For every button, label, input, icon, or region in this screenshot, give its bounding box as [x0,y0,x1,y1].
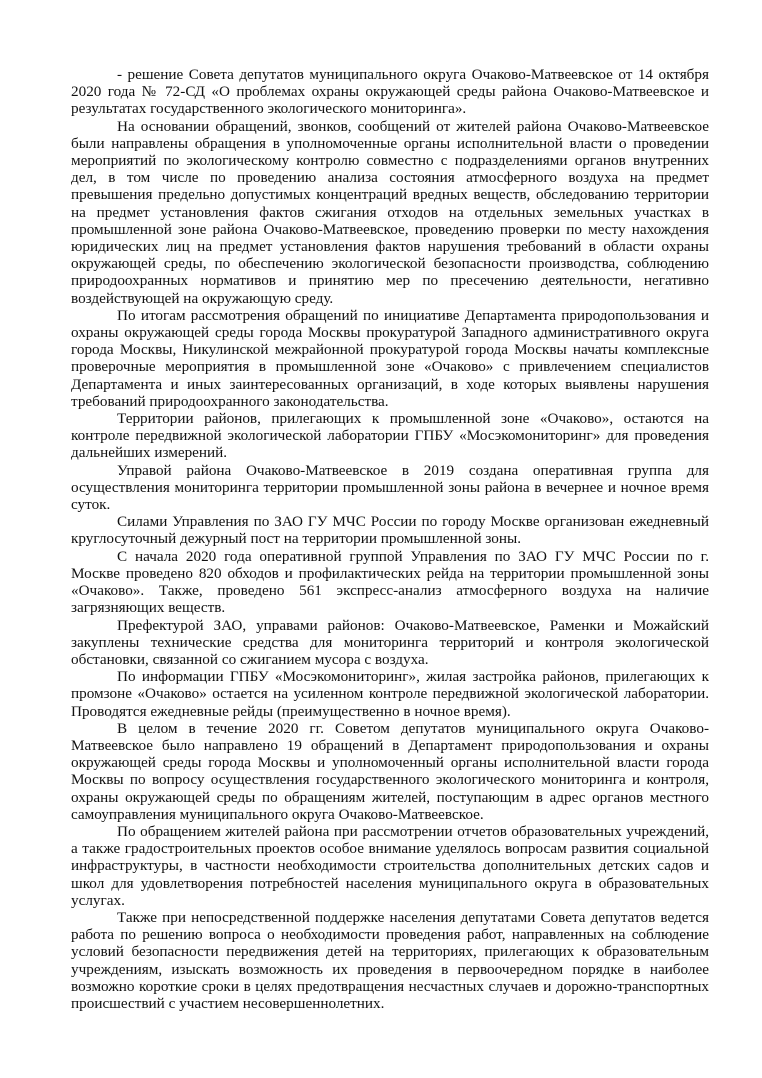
paragraph-mobile-lab-control: Территории районов, прилегающих к промышленной зоне «Очаково», остаются на контроле передвижной экологической лаборатории ГПБУ «Мосэкомониторинг» для проведения дальнейших измерений. [71,410,709,462]
paragraph-decision-reference: - решение Совета депутатов муниципального округа Очаково-Матвеевское от 14 октября 2020 года № 72-СД «О проблемах охраны окружающей среды района Очаково-Матвеевское и результатах государственного экологического мониторинга». [71,66,709,118]
paragraph-council-appeals: В целом в течение 2020 гг. Советом депутатов муниципального округа Очаково-Матвеевское было направлено 19 обращений в Департамент природопользования и охраны окружающей среды города Москвы и уполномоченный органы исполнительной власти города Москвы по вопросу осуществления государственного экологического мониторинга и контроля, охраны окружающей среды по обращениям жителей, поступающим в адрес органов местного самоуправления муниципального округа Очаково-Матвеевское. [71,719,709,823]
paragraph-social-infrastructure: По обращением жителей района при рассмотрении отчетов образовательных учреждений, а также градостроительных проектов особое внимание уделялось вопросам развития социальной инфраструктуры, в частности необходимости строительства дополнительных детских садов и школ для удовлетворения потребностей населения муниципального округа в образовательных услугах. [71,822,709,909]
paragraph-operational-group: Управой района Очаково-Матвеевское в 2019 создана оперативная группа для осуществления мониторинга территории промышленной зоны района в вечернее и ночное время суток. [71,461,709,514]
document-page [71,66,709,1012]
paragraph-child-safety: Также при непосредственной поддержке населения депутатами Совета депутатов ведется работа по решению вопроса о необходимости проведения работ, направленных на соблюдение условий безопасности передвижения детей на территориях, прилегающих к образовательным учреждениям, изыскать возможность их проведения в первоочередном порядке в наиболее возможно короткие сроки в целях предотвращения несчастных случаев и дорожно-транспортных происшествий с участием несовершеннолетних. [71,908,709,1012]
paragraph-appeals-sent: На основании обращений, звонков, сообщений от жителей района Очаково-Матвеевское были направлены обращения в уполномоченные органы исполнительной власти о проведении мероприятий по экологическому контролю совместно с подразделениями органов внутренних дел, в том числе по проведению анализа состояния атмосферного воздуха на предмет превышения предельно допустимых концентраций вредных веществ, обследованию территории на предмет установления фактов сжигания отходов на отдельных земельных участках в промышленной зоне района Очаково-Матвеевское, проведению проверки по месту нахождения юридических лиц на предмет установления фактов нарушения требований в области охраны окружающей среды, по обеспечению экологической безопасности производства, соблюдению природоохранных нормативов и принятию мер по пресечению деятельности, негативно воздействующей на окружающую среду. [71,117,709,307]
paragraph-patrol-statistics: С начала 2020 года оперативной группой Управления по ЗАО ГУ МЧС России по г. Москве проведено 820 обходов и профилактических рейда на территории промышленной зоны «Очаково». Также, проведено 561 экспресс-анализ атмосферного воздуха на наличие загрязняющих веществ. [71,547,709,617]
paragraph-emergency-post: Силами Управления по ЗАО ГУ МЧС России по городу Москве организован ежедневный круглосуточный дежурный пост на территории промышленной зоны. [71,513,709,548]
paragraph-mosecomonitoring-info: По информации ГПБУ «Мосэкомониторинг», жилая застройка районов, прилегающих к промзоне «Очаково» остается на усиленном контроле передвижной экологической лаборатории. Проводятся ежедневные рейды (преимущественно в ночное время). [71,668,709,720]
paragraph-monitoring-equipment: Префектурой ЗАО, управами районов: Очаково-Матвеевское, Раменки и Можайский закуплены технические средства для мониторинга территорий и контроля экологической обстановки, связанной со сжиганием мусора с воздуха. [71,616,709,668]
paragraph-inspection-results: По итогам рассмотрения обращений по инициативе Департамента природопользования и охраны окружающей среды города Москвы прокуратурой Западного административного округа города Москвы, Никулинской межрайонной прокуратурой города Москвы начаты комплексные проверочные мероприятия в промышленной зоне «Очаково» с привлечением специалистов Департамента и иных заинтересованных организаций, в ходе которых выявлены нарушения требований природоохранного законодательства. [71,306,709,410]
